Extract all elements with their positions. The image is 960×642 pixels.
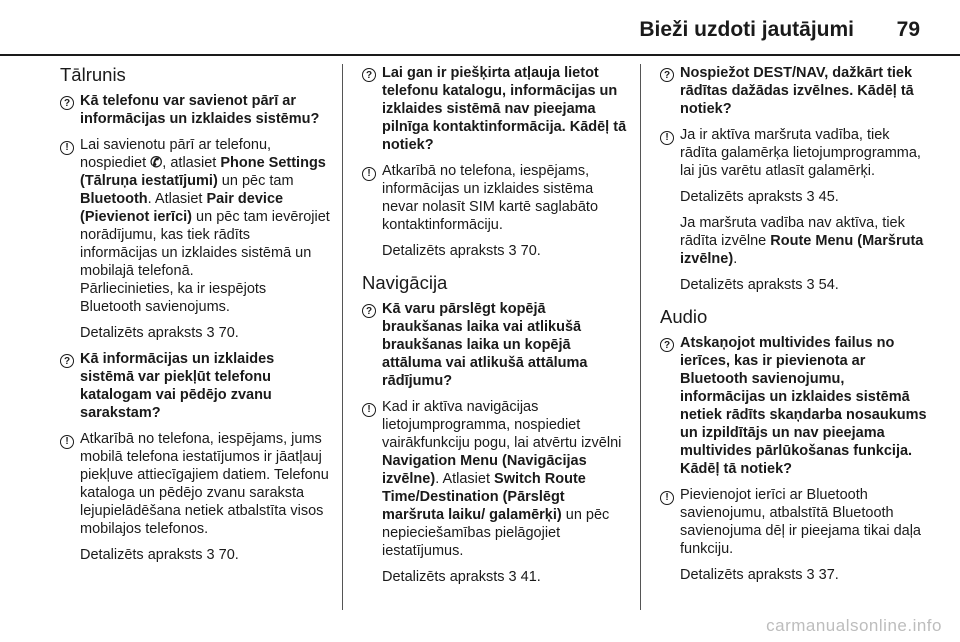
answer-icon: !: [362, 403, 376, 417]
column-divider: [640, 64, 641, 610]
section-title-audio: Audio: [660, 306, 708, 327]
arrow-icon: 3: [806, 189, 815, 205]
faq-question: [362, 300, 627, 390]
question-text: Atskaņojot multivides failus no ierīces, kas ir pievienota ar Bluetooth savienojumu, informācijas un izklaides sistēmā netiek rādīts skaņdarba nosaukums un izpildītājs un nav pieejama multivides pārlūkošanas funkcija. Kādēļ tā notiek?: [680, 335, 927, 477]
menu-label: Route Menu (Maršruta izvēlne): [680, 233, 924, 267]
arrow-icon: 3: [206, 547, 215, 563]
menu-label: Bluetooth: [80, 191, 148, 207]
arrow-icon: 3: [806, 567, 815, 583]
answer-text: Ja ir aktīva maršruta vadība, tiek rādīta galamērķa lietojumprogramma, lai jūs varētu atlasīt galamērķi.: [680, 127, 921, 179]
faq-answer: [60, 430, 330, 538]
detail-reference[interactable]: Detalizēts apraksts 3 41.: [382, 569, 541, 585]
detail-reference[interactable]: Detalizēts apraksts 3 70.: [382, 243, 541, 259]
question-icon: ?: [660, 338, 674, 352]
answer-icon: !: [60, 435, 74, 449]
detail-reference[interactable]: Detalizēts apraksts 3 70.: [80, 325, 239, 341]
answer-paragraph: Ja maršruta vadība nav aktīva, tiek rādīta izvēlne Route Menu (Maršruta izvēlne).: [680, 215, 924, 267]
column-3: [660, 64, 928, 584]
question-text: Kā telefonu var savienot pārī ar informācijas un izklaides sistēmu?: [80, 93, 320, 127]
answer-text: Lai savienotu pārī ar telefonu, nospiediet: [80, 137, 272, 171]
page-ref: 70: [218, 325, 235, 341]
question-icon: ?: [362, 304, 376, 318]
menu-label: Pair device (Pievienot ierīci): [80, 191, 284, 225]
answer-text: , atlasiet: [162, 155, 221, 171]
detail-reference[interactable]: Detalizēts apraksts 3 37.: [680, 567, 839, 583]
answer-icon: !: [660, 491, 674, 505]
answer-text: . Atlasiet: [147, 191, 207, 207]
faq-question: [362, 64, 627, 154]
faq-answer: [660, 126, 928, 180]
detail-reference[interactable]: Detalizēts apraksts 3 54.: [680, 277, 839, 293]
column-1: [60, 64, 330, 564]
header-rule: [0, 54, 960, 56]
page-ref: 45: [818, 189, 835, 205]
page-ref: 70: [520, 243, 537, 259]
menu-label: Phone Settings (Tālruņa iestatījumi): [80, 155, 326, 189]
arrow-icon: 3: [806, 277, 815, 293]
answer-icon: !: [362, 167, 376, 181]
answer-text: . Atlasiet: [435, 471, 495, 487]
answer-paragraph: Pārliecinieties, ka ir iespējots Bluetooth savienojums.: [80, 281, 267, 315]
question-text: Kā varu pārslēgt kopējā braukšanas laika vai atlikušā braukšanas laika un kopējā attāluma vai atlikušā attāluma rādījumu?: [382, 301, 588, 389]
question-icon: ?: [60, 96, 74, 110]
answer-text: Kad ir aktīva navigācijas lietojumprogramma, nospiediet vairākfunkciju pogu, lai atvērtu izvēlni: [382, 399, 622, 451]
faq-answer: [362, 162, 627, 234]
answer-text: un pēc nepieciešamības pielāgojiet iestatījumus.: [382, 507, 610, 559]
answer-icon: !: [60, 141, 74, 155]
answer-icon: !: [660, 131, 674, 145]
question-icon: ?: [660, 68, 674, 82]
page-ref: 37: [818, 567, 835, 583]
header-title: Bieži uzdoti jautājumi: [639, 18, 854, 41]
question-text: Lai gan ir piešķirta atļauja lietot telefonu katalogu, informācijas un izklaides sistēmā nav pieejama pilnīga kontaktinformācija. Kādēļ tā notiek?: [382, 65, 627, 153]
section-title-navigation: Navigācija: [362, 272, 448, 293]
column-divider: [342, 64, 343, 610]
column-2: [362, 64, 627, 586]
answer-text: un pēc tam ievērojiet norādījumu, kas tiek rādīts informācijas un izklaides sistēmā un mobilajā telefonā.: [80, 209, 330, 279]
arrow-icon: 3: [206, 325, 215, 341]
answer-text: un pēc tam: [217, 173, 294, 189]
faq-answer: [660, 486, 928, 558]
watermark: carmanualsonline.info: [766, 616, 942, 635]
detail-reference[interactable]: Detalizēts apraksts 3 70.: [80, 547, 239, 563]
faq-question: [660, 334, 928, 478]
faq-question: [60, 92, 330, 128]
faq-question: [660, 64, 928, 118]
phone-icon: ✆: [150, 155, 163, 171]
page-ref: 70: [218, 547, 235, 563]
arrow-icon: 3: [508, 243, 517, 259]
question-icon: ?: [362, 68, 376, 82]
page-header: [0, 14, 960, 50]
page-ref: 41: [520, 569, 537, 585]
question-text: Nospiežot DEST/NAV, dažkārt tiek rādītas dažādas izvēlnes. Kādēļ tā notiek?: [680, 65, 914, 117]
answer-text: Atkarībā no telefona, iespējams, jums mobilā telefona iestatījumos ir jāatļauj piekļuve attiecīgajiem datiem. Telefonu kataloga un pēdējo zvanu saraksta lejupielādēšana netiek atbalstīta visos mobilajos telefonos.: [80, 431, 329, 537]
answer-text: Atkarībā no telefona, iespējams, informācijas un izklaides sistēma nevar nolasīt SIM kartē saglabāto kontaktinformāciju.: [382, 163, 599, 233]
faq-answer: [60, 136, 330, 280]
menu-label: Navigation Menu (Navigācijas izvēlne): [382, 453, 587, 487]
page-ref: 54: [818, 277, 835, 293]
faq-answer: [362, 398, 627, 560]
answer-text: Pievienojot ierīci ar Bluetooth savienojumu, atbalstītā Bluetooth savienojuma dēļ ir pieejama tikai daļa funkciju.: [680, 487, 921, 557]
detail-reference[interactable]: Detalizēts apraksts 3 45.: [680, 189, 839, 205]
question-icon: ?: [60, 354, 74, 368]
faq-question: [60, 350, 330, 422]
page-number: 79: [896, 18, 920, 41]
arrow-icon: 3: [508, 569, 517, 585]
section-title-phone: Tālrunis: [60, 64, 126, 85]
question-text: Kā informācijas un izklaides sistēmā var piekļūt telefonu katalogam vai pēdējo zvanu sarakstam?: [80, 351, 275, 421]
menu-label: Switch Route Time/Destination (Pārslēgt maršruta laiku/ galamērķi): [382, 471, 586, 523]
